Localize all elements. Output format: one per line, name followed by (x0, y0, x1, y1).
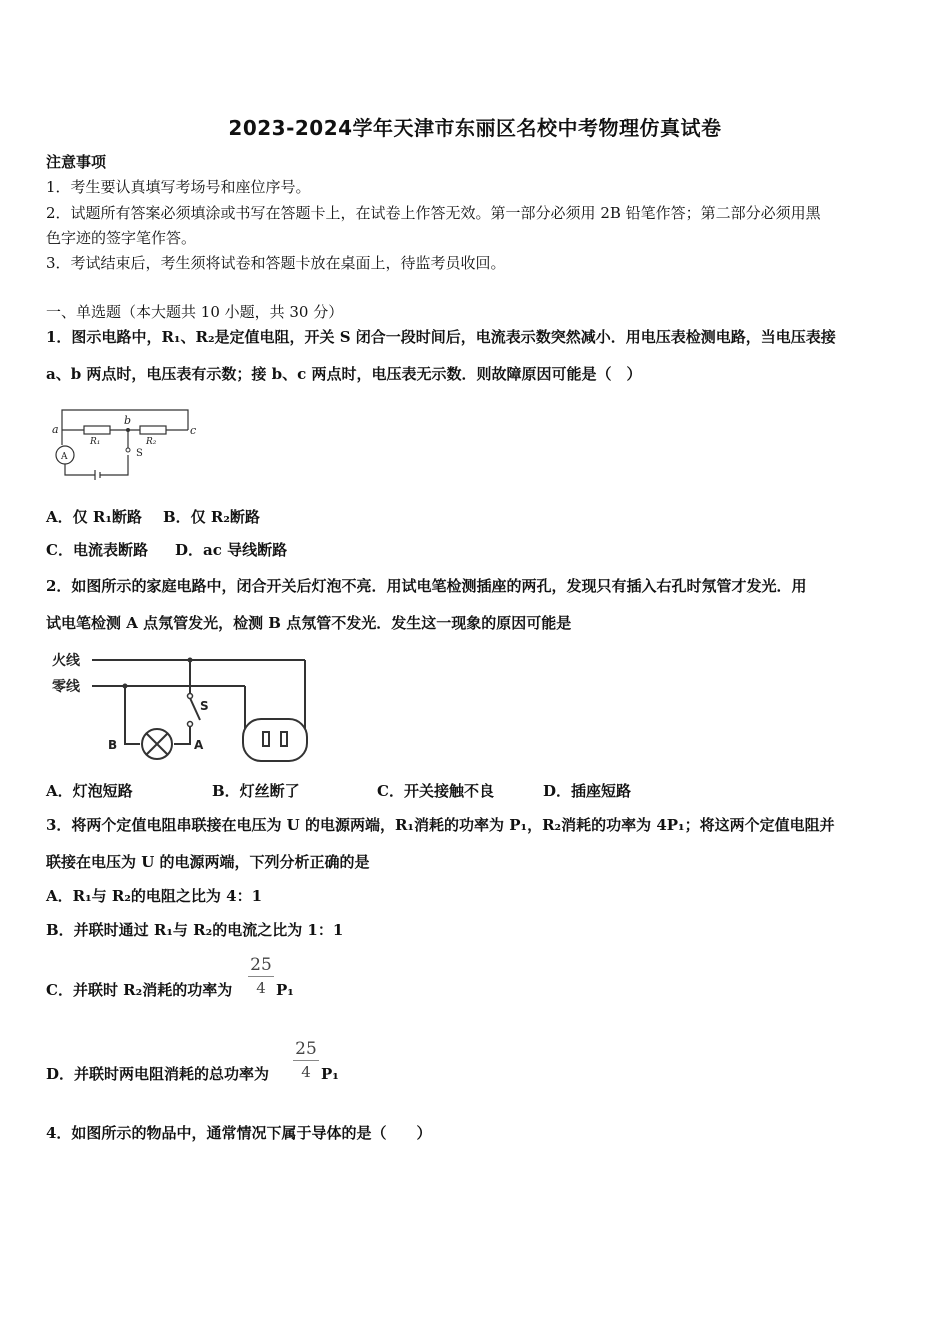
q3-text-line1: 3．将两个定值电阻串联接在电压为 U 的电源两端，R₁消耗的功率为 P₁，R₂消耗的功率为 4P₁；将这两个定值电阻并 (46, 816, 835, 834)
q4-text-line1: 4．如图所示的物品中，通常情况下属于导体的是（ ） (46, 1124, 432, 1142)
q1-circuit-diagram (50, 400, 200, 485)
q3-option-c-unit: P₁ (276, 981, 294, 999)
q2-option-c: C．开关接触不良 (377, 782, 494, 800)
q3-option-d-unit: P₁ (321, 1065, 339, 1083)
q1-option-c: C．电流表断路 (46, 541, 148, 559)
q1-label-ammeter: A (61, 452, 68, 462)
q1-label-c: c (190, 424, 197, 437)
q1-label-b: b (124, 414, 132, 427)
q2-label-live-wire: 火线 (52, 653, 80, 669)
fraction-numerator: 25 (248, 954, 274, 977)
q1-label-r2: R₂ (146, 437, 157, 447)
q2-circuit-diagram (50, 646, 320, 761)
q2-option-b: B．灯丝断了 (212, 782, 300, 800)
fraction-denominator: 4 (256, 979, 266, 997)
q2-option-d: D．插座短路 (543, 782, 632, 800)
q1-label-s: S (136, 448, 143, 459)
fraction-denominator: 4 (301, 1063, 311, 1081)
q2-text-line1: 2．如图所示的家庭电路中，闭合开关后灯泡不亮．用试电笔检测插座的两孔，发现只有插入右孔时氖管才发光．用 (46, 577, 807, 595)
exam-title: 2023-2024学年天津市东丽区名校中考物理仿真试卷 (228, 116, 722, 140)
q1-option-d: D．ac 导线断路 (175, 541, 288, 559)
q1-text-line1: 1．图示电路中，R₁、R₂是定值电阻，开关 S 闭合一段时间后，电流表示数突然减小．用电压表检测电路，当电压表接 (46, 328, 836, 346)
q3-option-b: B．并联时通过 R₁与 R₂的电流之比为 1：1 (46, 921, 344, 939)
q3-option-a: A．R₁与 R₂的电阻之比为 4：1 (46, 887, 263, 905)
fraction-numerator: 25 (293, 1038, 319, 1061)
q1-option-a: A．仅 R₁断路 (46, 508, 142, 526)
q1-option-b: B．仅 R₂断路 (163, 508, 260, 526)
section-heading: 一、单选题（本大题共 10 小题，共 30 分） (46, 303, 344, 321)
notice-item-2: 2．试题所有答案必须填涂或书写在答题卡上，在试卷上作答无效。第一部分必须用 2B 铅笔作答；第二部分必须用黑 (46, 204, 821, 222)
q2-label-b: B (108, 738, 118, 752)
notice-item-3: 3．考试结束后，考生须将试卷和答题卡放在桌面上，待监考员收回。 (46, 254, 506, 272)
q2-option-a: A．灯泡短路 (46, 782, 133, 800)
q3-option-d-text: D．并联时两电阻消耗的总功率为 (46, 1065, 270, 1083)
q1-label-r1: R₁ (90, 437, 101, 447)
notice-item-2-cont: 色字迹的签字笔作答。 (46, 229, 197, 247)
q2-label-neutral-wire: 零线 (52, 679, 80, 695)
q3-text-line2: 联接在电压为 U 的电源两端，下列分析正确的是 (46, 853, 370, 871)
q3-option-d-fraction (293, 1038, 319, 1083)
notice-item-1: 1．考生要认真填写考场号和座位序号。 (46, 178, 311, 196)
notice-heading: 注意事项 (46, 153, 107, 171)
q1-label-a: a (52, 423, 59, 436)
q2-text-line2: 试电笔检测 A 点氖管发光，检测 B 点氖管不发光．发生这一现象的原因可能是 (46, 614, 572, 632)
q2-label-s: S (200, 699, 209, 713)
q2-label-a: A (194, 738, 204, 752)
q3-option-c-text: C．并联时 R₂消耗的功率为 (46, 981, 233, 999)
q3-option-c-fraction (248, 954, 274, 999)
q1-text-line2: a、b 两点时，电压表有示数；接 b、c 两点时，电压表无示数．则故障原因可能是（ ） (46, 365, 642, 383)
